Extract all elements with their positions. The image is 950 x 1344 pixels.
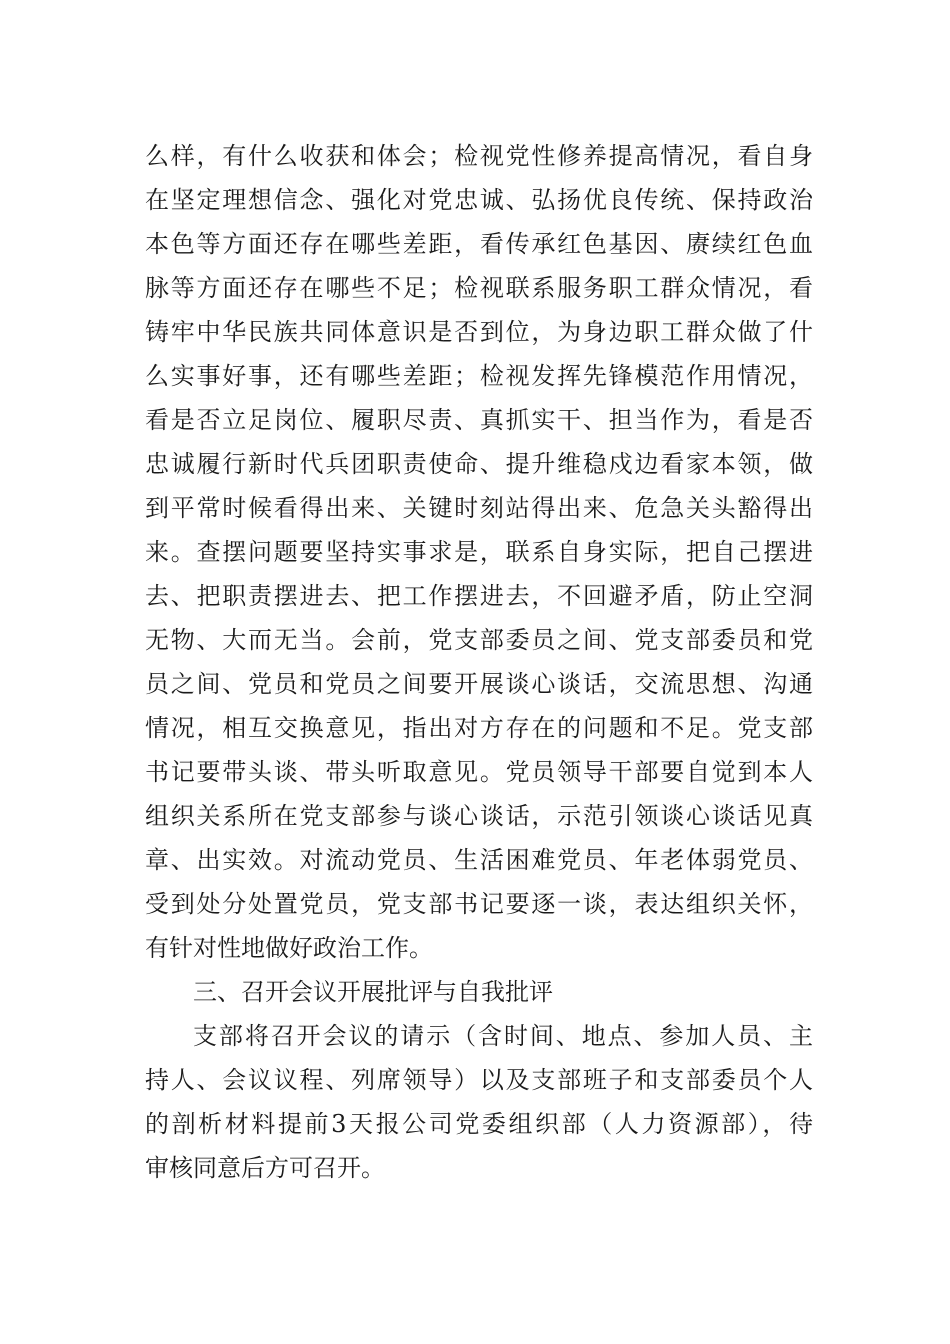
paragraph-line: 组织关系所在党支部参与谈心谈话，示范引领谈心谈话见真 <box>145 802 813 830</box>
paragraph-line: 无物、大而无当。会前，党支部委员之间、党支部委员和党 <box>145 626 813 654</box>
paragraph-line: 持人、会议议程、列席领导）以及支部班子和支部委员个人 <box>145 1066 813 1094</box>
paragraph-line: 么实事好事，还有哪些差距；检视发挥先锋模范作用情况， <box>145 362 813 390</box>
paragraph-line: 本色等方面还存在哪些差距，看传承红色基因、赓续红色血 <box>145 230 813 258</box>
paragraph-line: 情况，相互交换意见，指出对方存在的问题和不足。党支部 <box>145 714 813 742</box>
paragraph-line: 审核同意后方可召开。 <box>145 1154 385 1182</box>
paragraph-meeting-request <box>145 1014 813 1190</box>
paragraph-line: 看是否立足岗位、履职尽责、真抓实干、担当作为，看是否 <box>145 406 813 434</box>
paragraph-line: 脉等方面还存在哪些不足；检视联系服务职工群众情况，看 <box>145 274 813 302</box>
paragraph-line: 的剖析材料提前3天报公司党委组织部（人力资源部），待 <box>145 1110 813 1138</box>
paragraph-line: 在坚定理想信念、强化对党忠诚、弘扬优良传统、保持政治 <box>145 186 813 214</box>
paragraph-line: 员之间、党员和党员之间要开展谈心谈话，交流思想、沟通 <box>145 670 813 698</box>
paragraph-line: 受到处分处置党员，党支部书记要逐一谈，表达组织关怀， <box>145 890 813 918</box>
paragraph-line: 忠诚履行新时代兵团职责使命、提升维稳戍边看家本领，做 <box>145 450 813 478</box>
paragraph-line: 来。查摆问题要坚持实事求是，联系自身实际，把自己摆进 <box>145 538 813 566</box>
section-heading: 三、召开会议开展批评与自我批评 <box>193 978 553 1006</box>
paragraph-line: 去、把职责摆进去、把工作摆进去，不回避矛盾，防止空洞 <box>145 582 813 610</box>
paragraph-line: 到平常时候看得出来、关键时刻站得出来、危急关头豁得出 <box>145 494 813 522</box>
paragraph-checking-items <box>145 134 813 970</box>
paragraph-line: 有针对性地做好政治工作。 <box>145 934 433 962</box>
paragraph-line: 支部将召开会议的请示（含时间、地点、参加人员、主 <box>193 1022 813 1050</box>
paragraph-line: 章、出实效。对流动党员、生活困难党员、年老体弱党员、 <box>145 846 813 874</box>
document-body <box>145 134 813 1190</box>
paragraph-line: 书记要带头谈、带头听取意见。党员领导干部要自觉到本人 <box>145 758 813 786</box>
paragraph-line: 么样，有什么收获和体会；检视党性修养提高情况，看自身 <box>145 142 813 170</box>
paragraph-line: 铸牢中华民族共同体意识是否到位，为身边职工群众做了什 <box>145 318 813 346</box>
